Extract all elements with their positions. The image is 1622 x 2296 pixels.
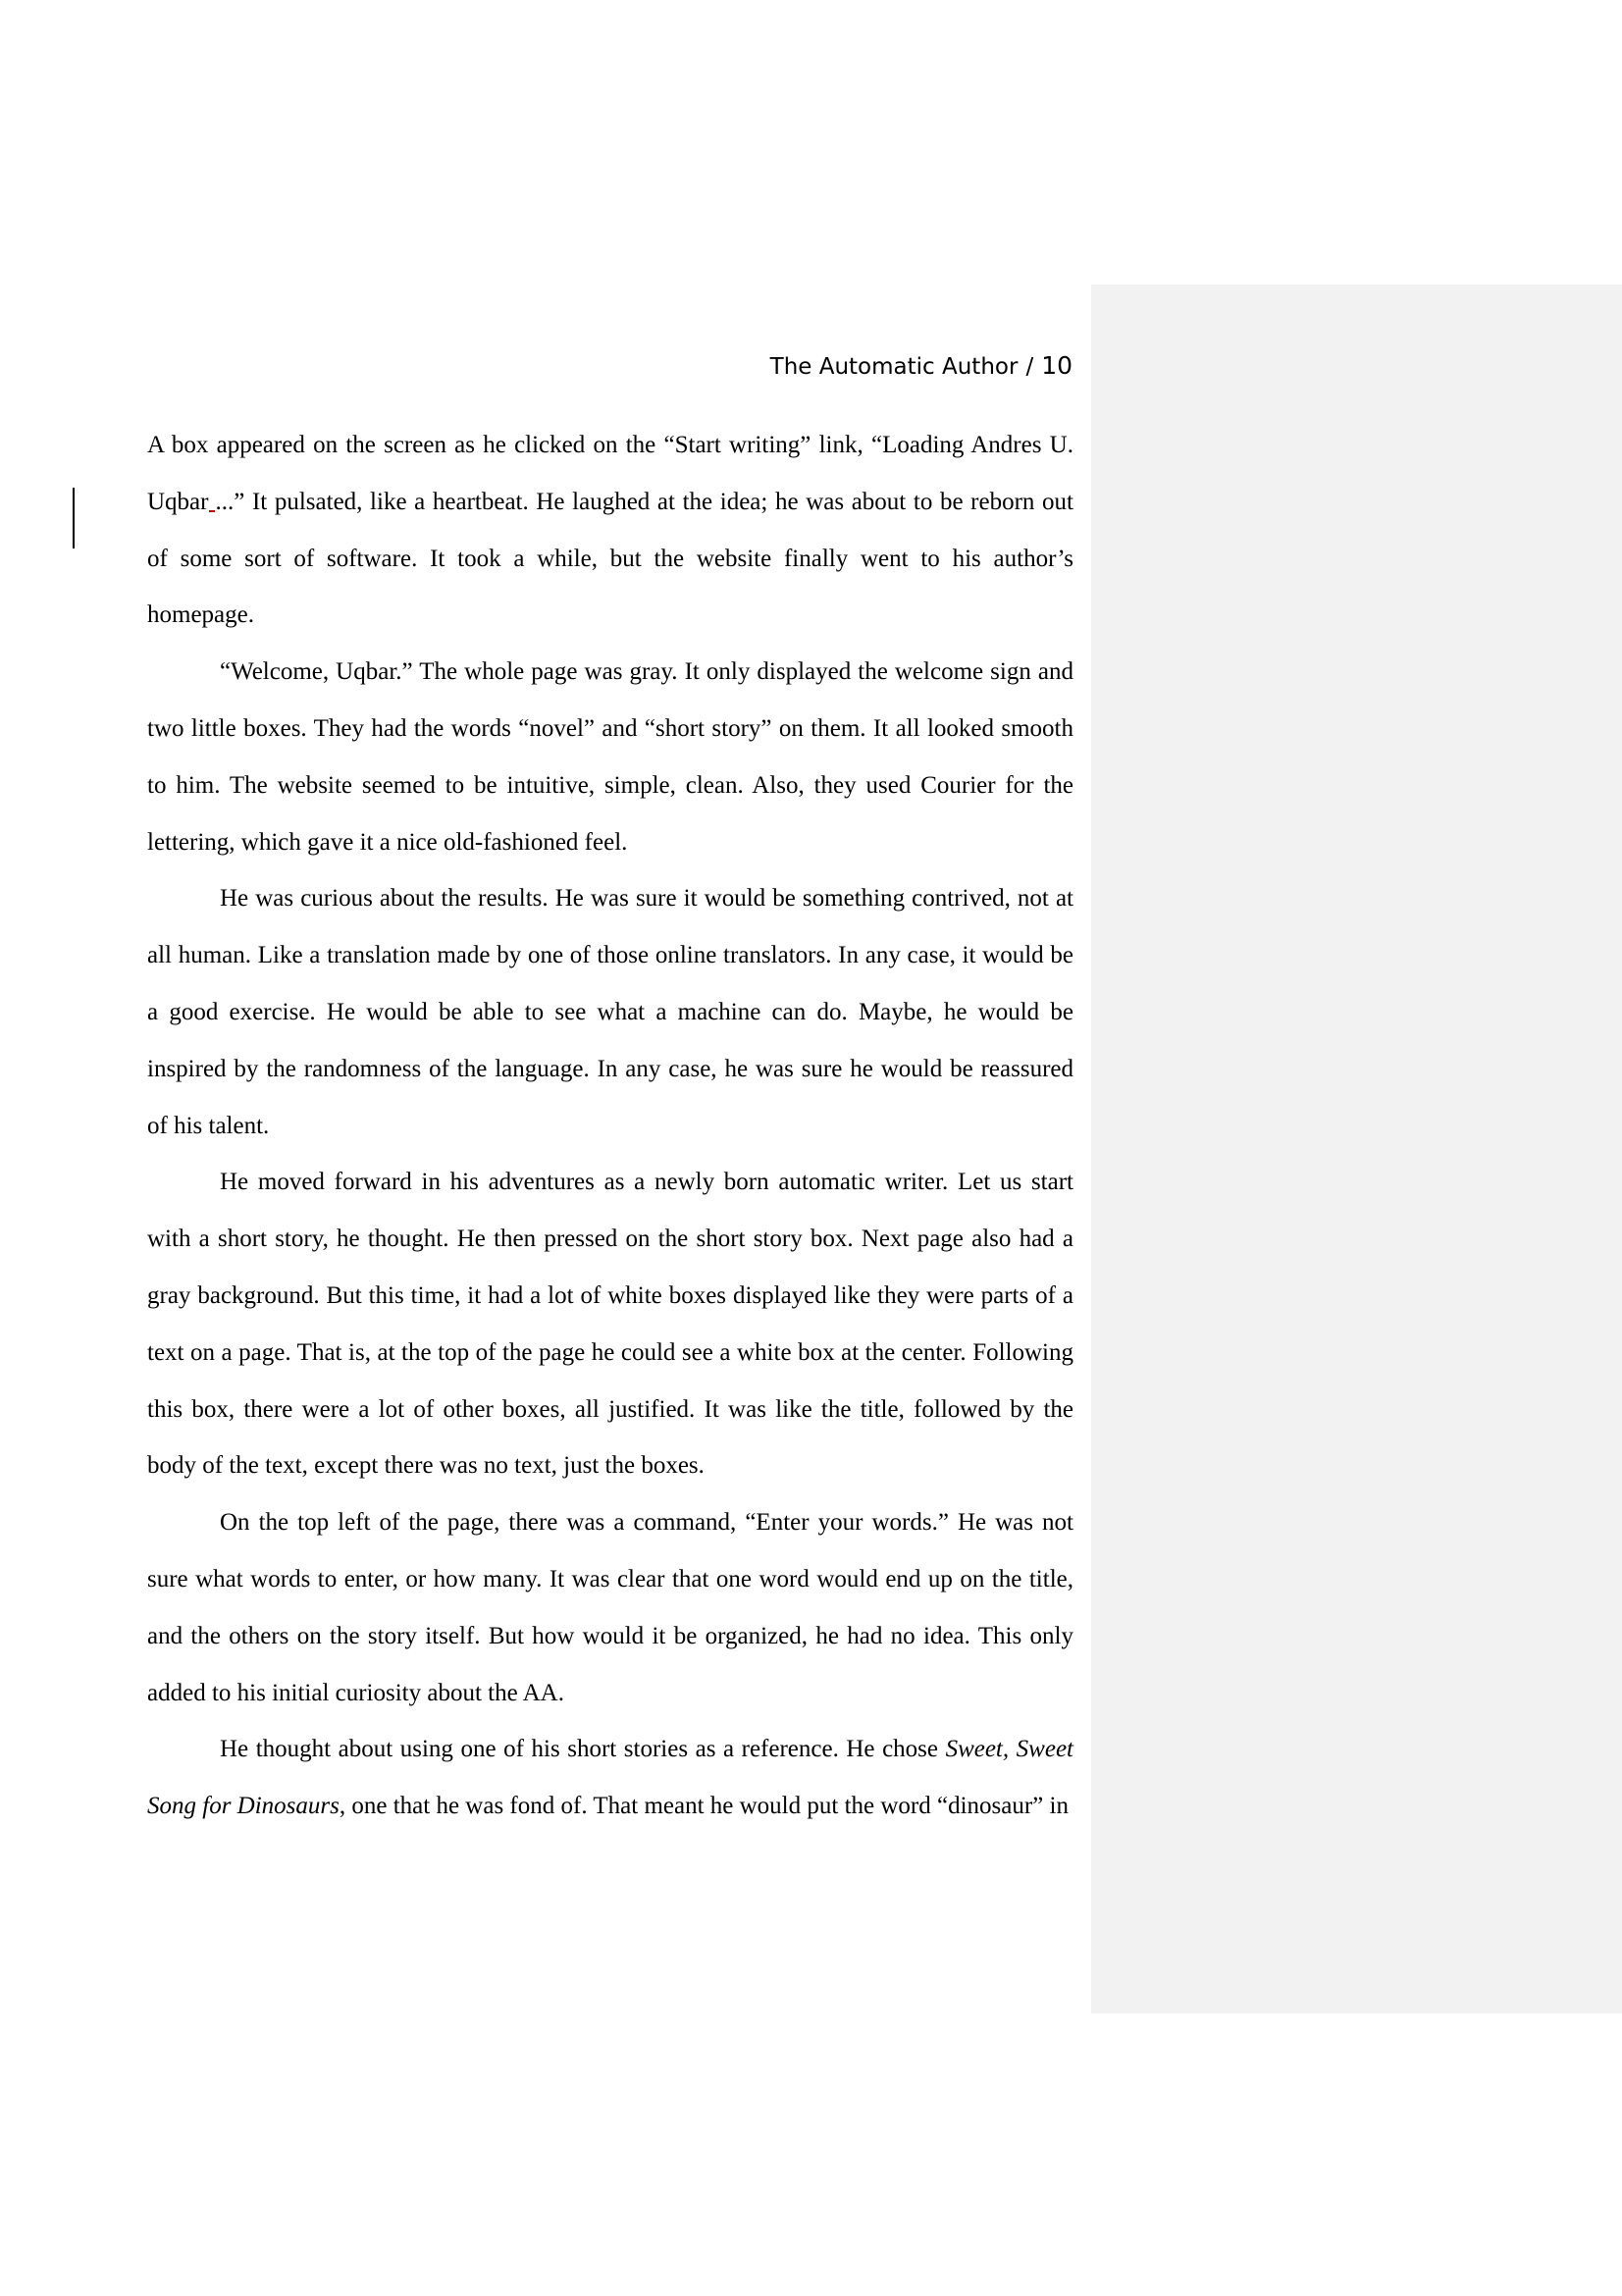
story-title-italic: Sweet, Sweet Song for Dinosaurs [147, 1736, 1073, 1820]
paragraph-6 [147, 1721, 1073, 1835]
header-separator: / [1025, 354, 1034, 380]
comment-margin-pane [1091, 285, 1622, 2013]
paragraph-6-text-b: , one that he was fond of. That meant he would put the word “dinosaur” in [339, 1793, 1069, 1820]
paragraph-1-text-b: ...” It pulsated, like a heartbeat. He laughed at the idea; he was about to be reborn out of some sort of software. It took a while, but the website finally went to his author’s homepage. [147, 488, 1073, 629]
header-title: The Automatic Author [769, 354, 1019, 380]
paragraph-1-text-a: A box appeared on the screen as he clicked on the “Start writing” link, “Loading Andres U. Uqbar [147, 432, 1073, 515]
paragraph-4: He moved forward in his adventures as a newly born automatic writer. Let us start with a short story, he thought. He then pressed on the short story box. Next page also had a gray background. But this time, it had a lot of white boxes displayed like they were parts of a text on a page. That is, at the top of the page he could see a white box at the center. Following this box, there were a lot of other boxes, all justified. It was like the title, followed by the body of the text, except there was no text, just the boxes. [147, 1169, 1073, 1480]
document-body[interactable] [147, 417, 1073, 1835]
running-header [0, 351, 1073, 380]
page-number: 10 [1041, 351, 1073, 380]
change-bar [73, 488, 75, 548]
paragraph-3: He was curious about the results. He was sure it would be something contrived, not at all human. Like a translation made by one of those online translators. In any case, it would be a good exercise. He would be able to see what a machine can do. Maybe, he would be inspired by the randomness of the language. In any case, he was sure he would be reassured of his talent. [147, 885, 1073, 1139]
paragraph-2: “Welcome, Uqbar.” The whole page was gray. It only displayed the welcome sign and two little boxes. They had the words “novel” and “short story” on them. It all looked smooth to him. The website seemed to be intuitive, simple, clean. Also, they used Courier for the lettering, which gave it a nice old-fashioned feel. [147, 658, 1073, 856]
paragraph-5: On the top left of the page, there was a command, “Enter your words.” He was not sure what words to enter, or how many. It was clear that one word would end up on the title, and the others on the story itself. But how would it be organized, he had no idea. This only added to his initial curiosity about the AA. [147, 1509, 1073, 1706]
paragraph-1 [147, 417, 1073, 644]
paragraph-6-text-a: He thought about using one of his short stories as a reference. He chose [220, 1736, 946, 1763]
